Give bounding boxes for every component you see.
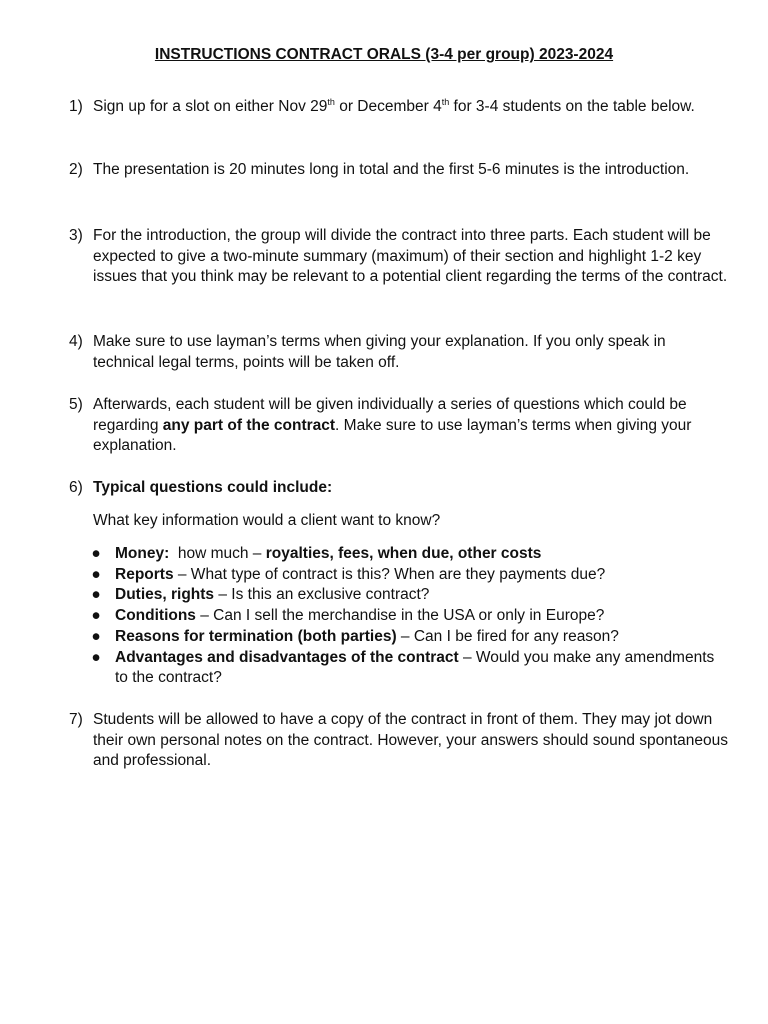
item-text: Students will be allowed to have a copy of the contract in front of them. They may jot down their own personal notes on the contract. However, your answers should sound spontaneous and professional. (93, 711, 729, 770)
question-bullet-list (89, 544, 729, 689)
instruction-item-2 (69, 160, 729, 181)
bullet-item-advantages: ● Advantages and disadvantages of the contract – Would you make any amendments to the contract? (89, 648, 729, 689)
instruction-item-1 (69, 97, 729, 118)
item-text: The presentation is 20 minutes long in total and the first 5-6 minutes is the introduction. (93, 161, 690, 178)
document-title: INSTRUCTIONS CONTRACT ORALS (3-4 per group) 2023-2024 (154, 46, 614, 63)
bullet-item-conditions: ● Conditions – Can I sell the merchandise in the USA or only in Europe? (89, 606, 729, 627)
bullet-item-termination: ● Reasons for termination (both parties) – Can I be fired for any reason? (89, 627, 729, 648)
instruction-item-7 (69, 710, 729, 772)
instruction-item-5 (69, 395, 729, 457)
bullet-icon: ● (91, 586, 101, 604)
bullet-icon: ● (91, 607, 101, 625)
bullet-item-duties: ● Duties, rights – Is this an exclusive contract? (89, 585, 729, 606)
item-text: Make sure to use layman’s terms when giving your explanation. If you only speak in technical legal terms, points will be taken off. (93, 333, 666, 371)
instruction-item-4 (69, 332, 729, 373)
item-number: 2) (69, 161, 83, 178)
item-text: For the introduction, the group will divide the contract into three parts. Each student will be expected to give a two-minute summary (maximum) of their section and highlight 1-2 key issues that you think may be relevant to a potential client regarding the terms of the contract. (93, 227, 728, 286)
item-text: Afterwards, each student will be given individually a series of questions which could be regarding any part of the contract. Make sure to use layman’s terms when giving your explanation. (93, 396, 692, 455)
item-number: 5) (69, 396, 83, 413)
item-text: Sign up for a slot on either Nov 29th or December 4th for 3-4 students on the table below. (93, 96, 695, 115)
item-text: Typical questions could include: (93, 479, 333, 496)
item-number: 4) (69, 333, 83, 350)
bullet-icon: ● (91, 627, 101, 645)
bullet-icon: ● (91, 545, 101, 562)
bullet-icon: ● (91, 648, 101, 666)
item-number: 7) (69, 711, 83, 728)
question-intro: What key information would a client want to know? (93, 512, 441, 529)
bullet-icon: ● (91, 565, 101, 583)
item-number: 3) (69, 227, 83, 244)
bullet-item-reports: ● Reports – What type of contract is this? When are they payments due? (89, 565, 729, 586)
item-number: 6) (69, 479, 83, 496)
item-number: 1) (69, 98, 83, 115)
instruction-item-3 (69, 226, 729, 288)
bullet-item-money: ● Money: how much – royalties, fees, when due, other costs (89, 544, 729, 565)
instruction-item-6 (69, 478, 729, 499)
